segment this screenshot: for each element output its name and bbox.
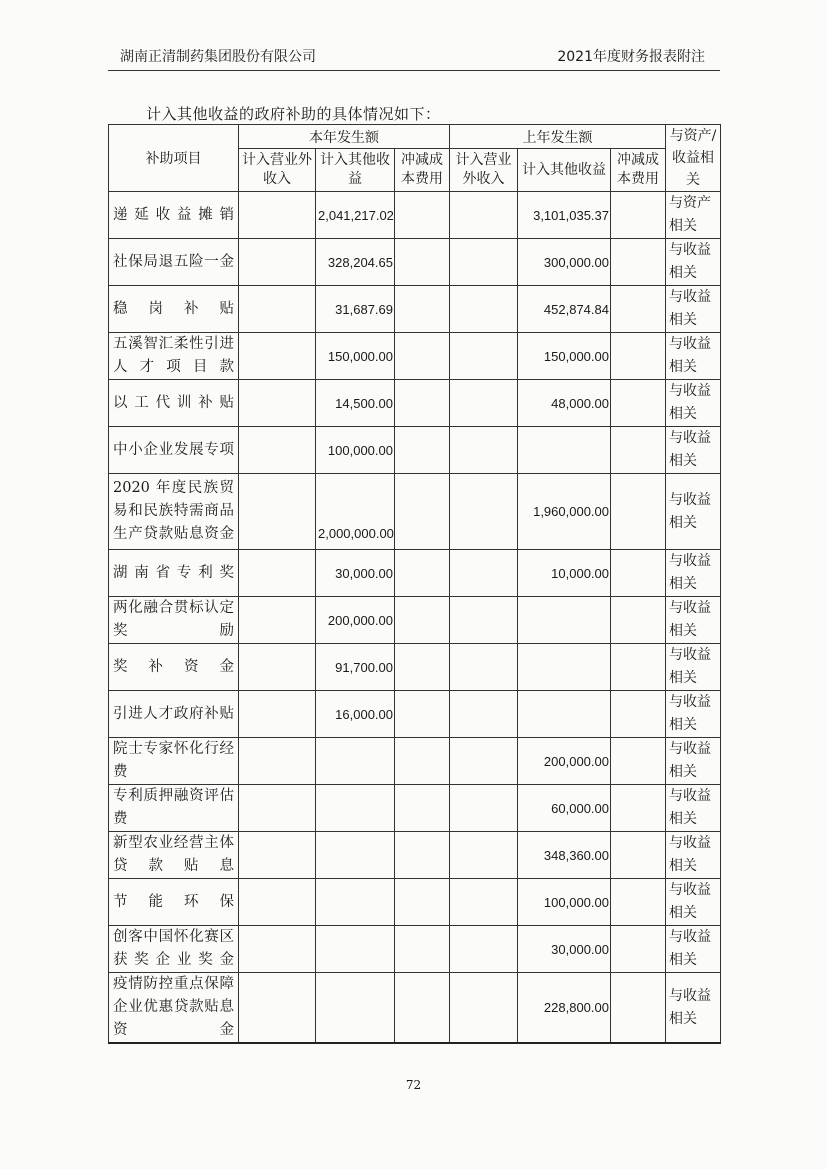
current-other-income: 14,500.00 xyxy=(316,380,395,427)
item-cell: 疫情防控重点保障企业优惠贷款贴息资金 xyxy=(109,973,239,1044)
page-number: 72 xyxy=(405,1078,422,1092)
current-other-income xyxy=(316,879,395,926)
prior-other-income: 100,000.00 xyxy=(518,879,611,926)
current-other-income xyxy=(316,926,395,973)
prior-other-income xyxy=(518,691,611,738)
item-cell: 专利质押融资评估费 xyxy=(109,785,239,832)
prior-other-income: 200,000.00 xyxy=(518,738,611,785)
table-row xyxy=(109,738,721,785)
relation-cell: 与资产相关 xyxy=(666,192,721,239)
current-other-income: 91,700.00 xyxy=(316,644,395,691)
item-cell: 以工代训补贴 xyxy=(109,380,239,427)
col-item-header: 补助项目 xyxy=(109,125,239,192)
relation-cell: 与收益相关 xyxy=(666,597,721,644)
current-other-income xyxy=(316,973,395,1044)
prior-other-income xyxy=(518,644,611,691)
table-row xyxy=(109,427,721,474)
government-grants-table xyxy=(108,124,721,1044)
table-header-row-1 xyxy=(109,125,721,149)
relation-cell: 与收益相关 xyxy=(666,333,721,380)
item-cell: 创客中国怀化赛区获奖企业奖金 xyxy=(109,926,239,973)
current-other-income xyxy=(316,738,395,785)
prior-other-income: 30,000.00 xyxy=(518,926,611,973)
current-other-income: 30,000.00 xyxy=(316,550,395,597)
group-prior-header: 上年发生额 xyxy=(450,125,666,149)
item-cell: 新型农业经营主体贷款贴息 xyxy=(109,832,239,879)
item-cell: 两化融合贯标认定奖励 xyxy=(109,597,239,644)
prior-other-income: 300,000.00 xyxy=(518,239,611,286)
table-row xyxy=(109,333,721,380)
table-row xyxy=(109,926,721,973)
relation-cell: 与收益相关 xyxy=(666,474,721,550)
item-cell: 奖补资金 xyxy=(109,644,239,691)
item-cell: 稳岗补贴 xyxy=(109,286,239,333)
current-other-income: 100,000.00 xyxy=(316,427,395,474)
table-row xyxy=(109,192,721,239)
current-other-income xyxy=(316,785,395,832)
item-cell: 中小企业发展专项 xyxy=(109,427,239,474)
relation-cell: 与收益相关 xyxy=(666,926,721,973)
intro-text: 计入其他收益的政府补助的具体情况如下： xyxy=(146,105,441,123)
sub-nonop-current: 计入营业外收入 xyxy=(239,149,316,192)
current-other-income: 2,000,000.00 xyxy=(316,474,395,550)
item-cell: 院士专家怀化行经费 xyxy=(109,738,239,785)
table-row xyxy=(109,286,721,333)
relation-cell: 与收益相关 xyxy=(666,691,721,738)
relation-cell: 与收益相关 xyxy=(666,973,721,1044)
current-other-income: 200,000.00 xyxy=(316,597,395,644)
sub-other-current: 计入其他收益 xyxy=(316,149,395,192)
col-relation-header: 与资产/收益相关 xyxy=(666,125,721,192)
sub-other-prior: 计入其他收益 xyxy=(518,149,611,192)
header-divider xyxy=(108,70,720,71)
item-cell: 湖南省专利奖 xyxy=(109,550,239,597)
item-cell: 递延收益摊销 xyxy=(109,192,239,239)
prior-other-income: 348,360.00 xyxy=(518,832,611,879)
item-cell: 2020 年度民族贸易和民族特需商品生产贷款贴息资金 xyxy=(109,474,239,550)
prior-other-income: 3,101,035.37 xyxy=(518,192,611,239)
item-cell: 五溪智汇柔性引进人才项目款 xyxy=(109,333,239,380)
relation-cell: 与收益相关 xyxy=(666,286,721,333)
current-other-income: 31,687.69 xyxy=(316,286,395,333)
relation-cell: 与收益相关 xyxy=(666,832,721,879)
current-other-income: 16,000.00 xyxy=(316,691,395,738)
table-row xyxy=(109,879,721,926)
prior-other-income xyxy=(518,597,611,644)
table-row xyxy=(109,785,721,832)
sub-offset-current: 冲减成本费用 xyxy=(395,149,450,192)
current-other-income: 150,000.00 xyxy=(316,333,395,380)
current-other-income: 2,041,217.02 xyxy=(316,192,395,239)
relation-cell: 与收益相关 xyxy=(666,380,721,427)
table-row xyxy=(109,380,721,427)
table-row xyxy=(109,832,721,879)
table-row xyxy=(109,474,721,550)
current-other-income xyxy=(316,832,395,879)
table-row xyxy=(109,239,721,286)
relation-cell: 与收益相关 xyxy=(666,879,721,926)
current-other-income: 328,204.65 xyxy=(316,239,395,286)
table-row xyxy=(109,644,721,691)
item-cell: 节能环保 xyxy=(109,879,239,926)
relation-cell: 与收益相关 xyxy=(666,550,721,597)
prior-other-income: 48,000.00 xyxy=(518,380,611,427)
header-section: 2021年度财务报表附注 xyxy=(557,49,705,65)
prior-other-income: 1,960,000.00 xyxy=(518,474,611,550)
relation-cell: 与收益相关 xyxy=(666,427,721,474)
relation-cell: 与收益相关 xyxy=(666,644,721,691)
relation-cell: 与收益相关 xyxy=(666,239,721,286)
prior-other-income: 60,000.00 xyxy=(518,785,611,832)
prior-other-income: 10,000.00 xyxy=(518,550,611,597)
table-row xyxy=(109,550,721,597)
table-row xyxy=(109,597,721,644)
item-cell: 引进人才政府补贴 xyxy=(109,691,239,738)
prior-other-income: 228,800.00 xyxy=(518,973,611,1044)
table-row xyxy=(109,973,721,1044)
relation-cell: 与收益相关 xyxy=(666,785,721,832)
prior-other-income: 452,874.84 xyxy=(518,286,611,333)
relation-cell: 与收益相关 xyxy=(666,738,721,785)
prior-other-income xyxy=(518,427,611,474)
sub-nonop-prior: 计入营业外收入 xyxy=(450,149,518,192)
item-cell: 社保局退五险一金 xyxy=(109,239,239,286)
group-current-header: 本年发生额 xyxy=(239,125,450,149)
table-row xyxy=(109,691,721,738)
header-company: 湖南正清制药集团股份有限公司 xyxy=(120,49,316,65)
sub-offset-prior: 冲减成本费用 xyxy=(611,149,666,192)
prior-other-income: 150,000.00 xyxy=(518,333,611,380)
